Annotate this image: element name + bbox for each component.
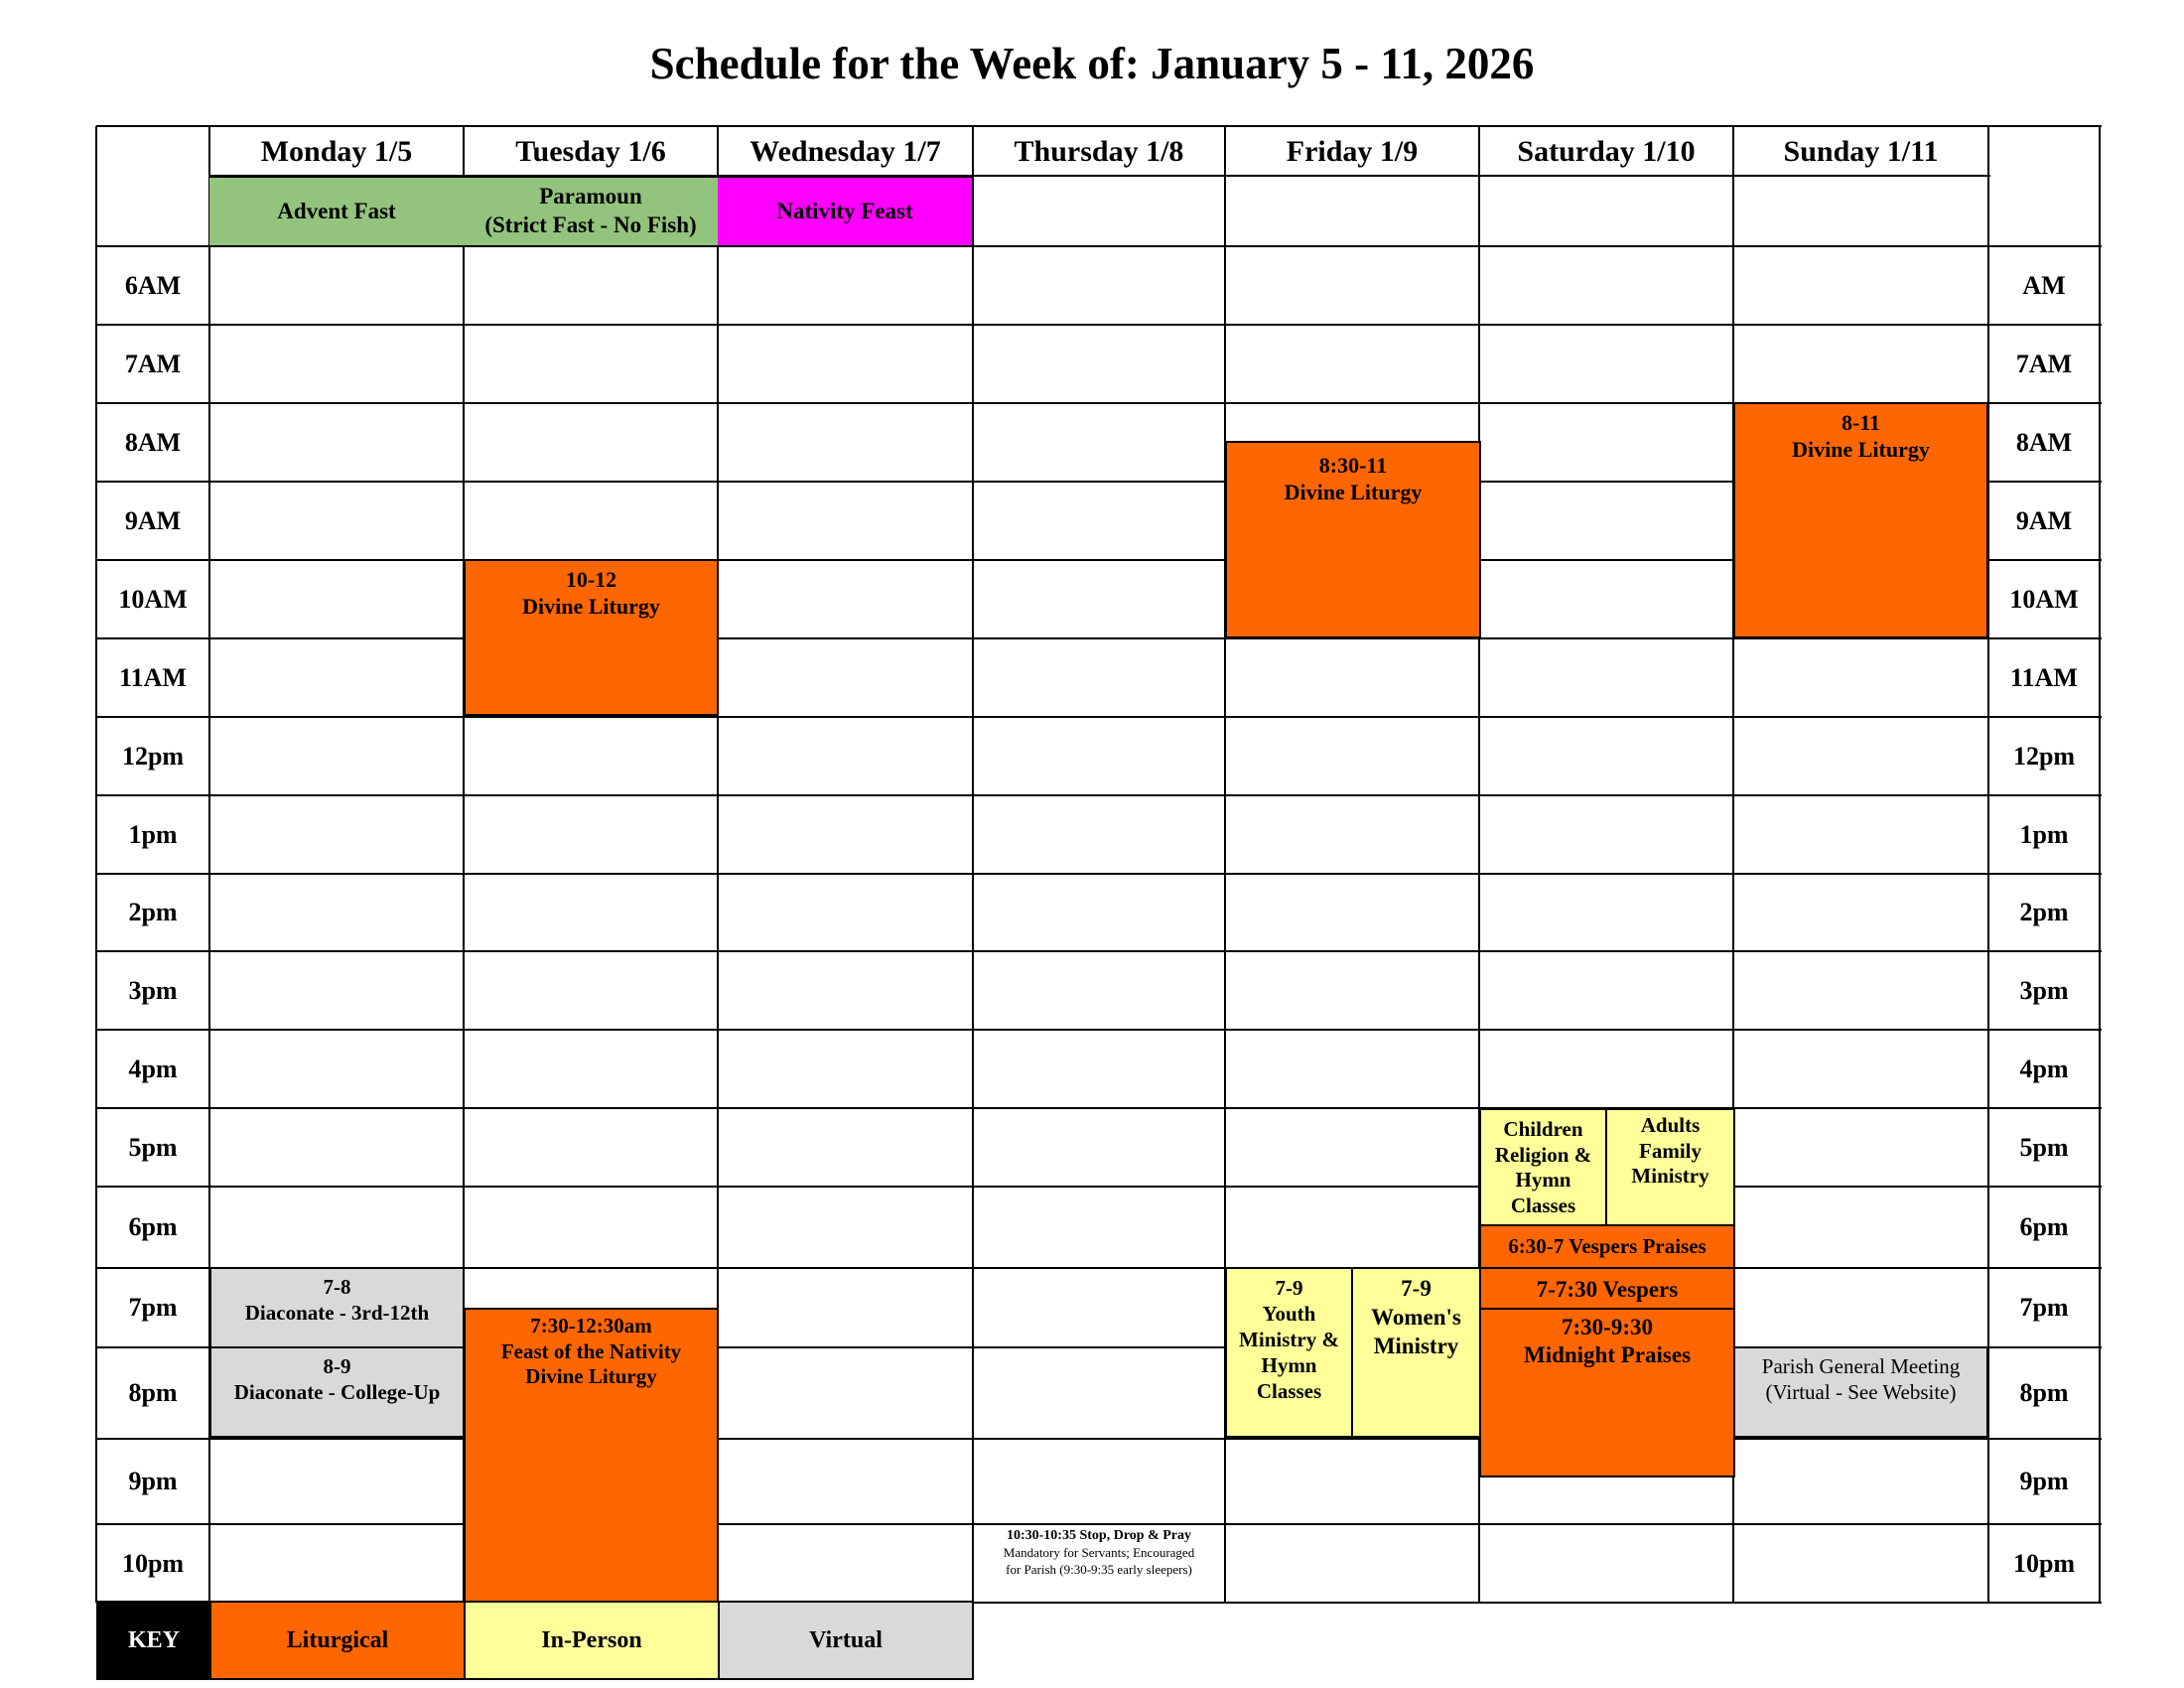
day-header: Saturday 1/10	[1517, 135, 1696, 168]
grid-line	[96, 950, 2102, 952]
grid-line	[96, 125, 2102, 127]
time-label-right: 10pm	[2012, 1548, 2076, 1578]
key-virtual: Virtual	[718, 1601, 974, 1680]
grid-line	[96, 1523, 2102, 1525]
day-header: Thursday 1/8	[1014, 135, 1184, 168]
time-label-left: 6AM	[124, 270, 182, 300]
time-label-right: 4pm	[2019, 1054, 2069, 1083]
time-label-left: 8AM	[124, 427, 182, 457]
banner-nativity-feast: Nativity Feast	[718, 176, 972, 247]
event-youth-ministry[interactable]: 7-9 Youth Ministry & Hymn Classes	[1225, 1267, 1353, 1438]
grid-line	[972, 126, 974, 1603]
time-label-left: 3pm	[128, 975, 178, 1005]
event-vespers-praises[interactable]: 6:30-7 Vespers Praises	[1479, 1224, 1735, 1269]
grid-line	[96, 1438, 2102, 1440]
event-children-religion-hymn[interactable]: Children Religion & Hymn Classes	[1479, 1108, 1607, 1226]
time-label-left: 11AM	[119, 662, 187, 692]
time-label-right: 6pm	[2019, 1212, 2069, 1241]
time-label-left: 6pm	[128, 1212, 178, 1241]
time-label-left: 5pm	[128, 1132, 178, 1162]
event-sunday-divine-liturgy[interactable]: 8-11 Divine Liturgy	[1733, 402, 1988, 638]
time-label-right: 9pm	[2019, 1467, 2069, 1495]
time-label-left: 12pm	[121, 741, 185, 771]
time-label-right: 1pm	[2019, 819, 2069, 849]
time-label-right: 7pm	[2019, 1293, 2069, 1322]
event-parish-general-meeting[interactable]: Parish General Meeting (Virtual - See Website)	[1733, 1346, 1988, 1438]
event-friday-divine-liturgy[interactable]: 8:30-11 Divine Liturgy	[1225, 441, 1481, 638]
time-label-left: 8pm	[128, 1378, 178, 1407]
grid-line	[96, 324, 2102, 326]
event-feast-of-the-nativity[interactable]: 7:30-12:30am Feast of the Nativity Divine Liturgy	[464, 1308, 719, 1603]
event-diaconate-3rd-12th[interactable]: 7-8 Diaconate - 3rd-12th	[209, 1267, 465, 1348]
time-label-left: 2pm	[128, 898, 178, 926]
time-label-right: 9AM	[2015, 505, 2073, 535]
grid-line	[96, 794, 2102, 796]
event-tuesday-divine-liturgy[interactable]: 10-12 Divine Liturgy	[464, 559, 719, 716]
time-label-right: 8AM	[2015, 427, 2073, 457]
time-label-right: 7AM	[2015, 349, 2073, 378]
page-title: Schedule for the Week of: January 5 - 11, 2026	[649, 39, 1535, 88]
day-header: Wednesday 1/7	[750, 135, 941, 168]
time-label-right: 11AM	[2010, 662, 2078, 692]
grid-line	[96, 1029, 2102, 1031]
time-label-right: 10AM	[2009, 584, 2079, 614]
stop-drop-pray-note: 10:30-10:35 Stop, Drop & Pray Mandatory for Servants; Encouraged for Parish (9:30-9:35 early sleepers)	[1003, 1528, 1195, 1578]
time-label-right: 8pm	[2019, 1378, 2069, 1407]
banner-paramoun: Paramoun (Strict Fast - No Fish)	[464, 176, 718, 247]
day-header: Tuesday 1/6	[515, 135, 666, 168]
event-diaconate-college-up[interactable]: 8-9 Diaconate - College-Up	[209, 1346, 465, 1438]
key-in-person: In-Person	[464, 1601, 720, 1680]
grid-line	[96, 873, 2102, 875]
day-header: Monday 1/5	[260, 135, 413, 168]
day-header: Sunday 1/11	[1783, 135, 1939, 168]
time-label-left: 10pm	[121, 1548, 185, 1578]
time-label-right: 12pm	[2012, 741, 2076, 771]
time-label-right: 2pm	[2019, 898, 2069, 926]
time-label-right: 3pm	[2019, 975, 2069, 1005]
grid-line	[96, 1107, 2102, 1109]
event-vespers[interactable]: 7-7:30 Vespers	[1479, 1267, 1735, 1310]
key-liturgical: Liturgical	[209, 1601, 466, 1680]
key-label: KEY	[96, 1601, 211, 1680]
time-label-left: 7pm	[128, 1293, 178, 1322]
grid-line	[96, 1186, 2102, 1188]
banner-advent-fast: Advent Fast	[209, 176, 464, 247]
grid-line	[96, 716, 2102, 718]
time-label-left: 9AM	[124, 505, 182, 535]
event-womens-ministry[interactable]: 7-9 Women's Ministry	[1351, 1267, 1481, 1438]
time-label-left: 1pm	[128, 819, 178, 849]
event-adults-family-ministry[interactable]: Adults Family Ministry	[1605, 1108, 1735, 1226]
time-label-left: 7AM	[124, 349, 182, 378]
event-midnight-praises[interactable]: 7:30-9:30 Midnight Praises	[1479, 1308, 1735, 1477]
time-label-right: AM	[2022, 270, 2066, 300]
time-label-left: 10AM	[118, 584, 188, 614]
time-label-right: 5pm	[2019, 1132, 2069, 1162]
day-header: Friday 1/9	[1286, 135, 1419, 168]
time-label-left: 4pm	[128, 1054, 178, 1083]
time-label-left: 9pm	[128, 1467, 178, 1495]
